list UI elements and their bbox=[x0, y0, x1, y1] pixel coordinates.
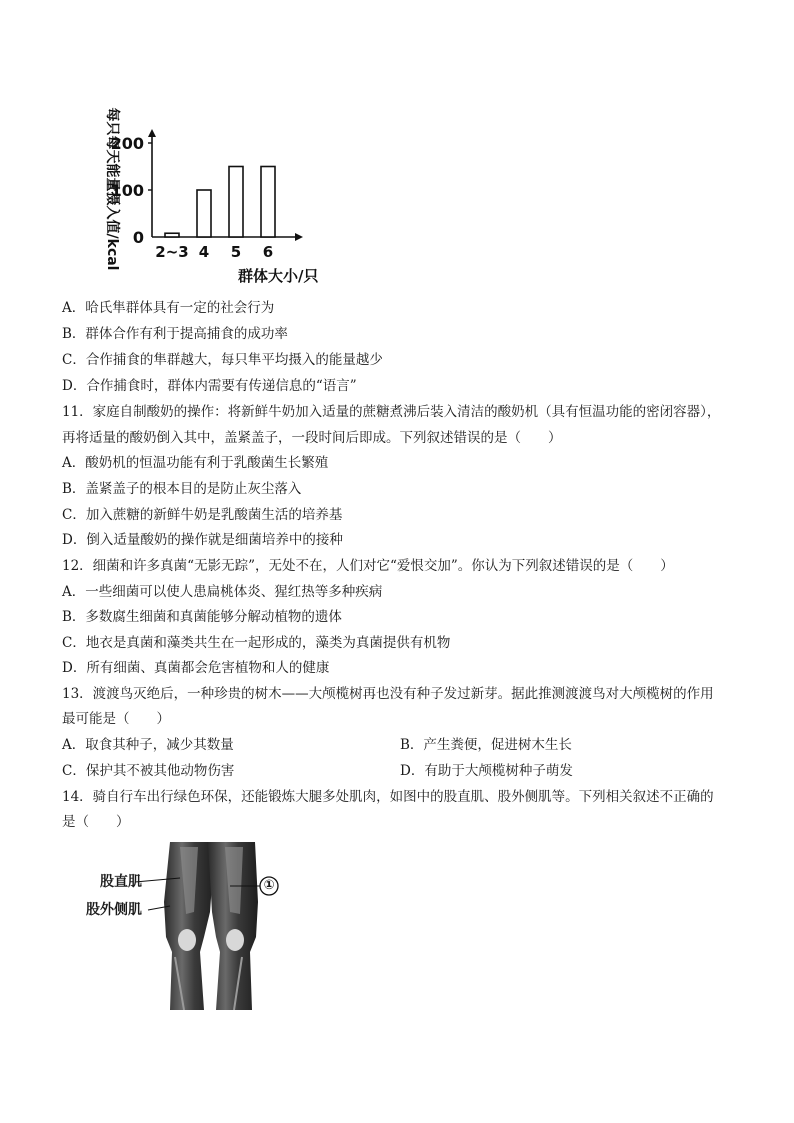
q10-option-c: C．合作捕食的隼群越大，每只隼平均摄入的能量越少 bbox=[62, 352, 383, 368]
label-vastus-lateralis: 股外侧肌 bbox=[86, 902, 142, 918]
x-tick-label-0: 2~3 bbox=[155, 243, 189, 261]
bar-0 bbox=[165, 233, 179, 237]
bar-1 bbox=[197, 190, 211, 237]
x-axis-title: 群体大小/只 bbox=[238, 267, 319, 285]
y-tick-label-100: 100 bbox=[110, 181, 144, 200]
q12-option-a: A．一些细菌可以使人患扁桃体炎、猩红热等多种疾病 bbox=[62, 584, 383, 600]
thigh-muscle-figure bbox=[80, 842, 315, 1010]
q11-stem-line2: 再将适量的酸奶倒入其中，盖紧盖子，一段时间后即成。下列叙述错误的是（ ） bbox=[62, 430, 562, 446]
right-kneecap bbox=[226, 929, 244, 951]
label-rectus-femoris: 股直肌 bbox=[100, 874, 142, 890]
x-tick-label-1: 4 bbox=[198, 243, 210, 261]
q12-stem: 12．细菌和许多真菌“无影无踪”，无处不在，人们对它“爱恨交加”。你认为下列叙述错误的是（ ） bbox=[62, 558, 674, 574]
q13-stem-line2: 最可能是（ ） bbox=[62, 711, 170, 727]
q10-option-b: B．群体合作有利于提高捕食的成功率 bbox=[62, 326, 288, 342]
x-axis-arrow bbox=[295, 233, 303, 241]
left-kneecap bbox=[178, 929, 196, 951]
q11-option-c: C．加入蔗糖的新鲜牛奶是乳酸菌生活的培养基 bbox=[62, 507, 343, 523]
y-tick-label-0: 0 bbox=[132, 228, 144, 247]
q12-option-d: D．所有细菌、真菌都会危害植物和人的健康 bbox=[62, 660, 330, 676]
bar-chart-svg bbox=[88, 95, 328, 290]
q10-option-d: D．合作捕食时，群体内需要有传递信息的“语言” bbox=[62, 378, 357, 394]
x-tick-label-2: 5 bbox=[230, 243, 242, 261]
energy-intake-bar-chart bbox=[88, 95, 328, 290]
y-tick-label-200: 200 bbox=[110, 134, 144, 153]
q10-option-a: A．哈氏隼群体具有一定的社会行为 bbox=[62, 300, 275, 316]
bar-2 bbox=[229, 167, 243, 238]
x-tick-label-3: 6 bbox=[262, 243, 274, 261]
legs-illustration bbox=[80, 842, 315, 1010]
bar-3 bbox=[261, 167, 275, 238]
y-axis-title: 每只每天能量摄入值/kcal bbox=[104, 107, 120, 271]
q13-option-b: B．产生粪便，促进树木生长 bbox=[400, 737, 572, 753]
q14-stem-line2: 是（ ） bbox=[62, 814, 130, 830]
q11-option-d: D．倒入适量酸奶的操作就是细菌培养中的接种 bbox=[62, 532, 343, 548]
q11-stem-line1: 11．家庭自制酸奶的操作：将新鲜牛奶加入适量的蔗糖煮沸后装入清洁的酸奶机（具有恒温功能的密闭容器）， bbox=[62, 404, 721, 420]
y-axis-arrow bbox=[148, 129, 156, 137]
q13-stem-line1: 13．渡渡鸟灭绝后，一种珍贵的树木——大颅榄树再也没有种子发过新芽。据此推测渡渡鸟对大颅榄树的作用 bbox=[62, 686, 714, 702]
q12-option-c: C．地衣是真菌和藻类共生在一起形成的，藻类为真菌提供有机物 bbox=[62, 635, 451, 651]
marker-number: ① bbox=[263, 878, 275, 893]
q13-option-d: D．有助于大颅榄树种子萌发 bbox=[400, 763, 573, 779]
q14-stem-line1: 14．骑自行车出行绿色环保，还能锻炼大腿多处肌肉，如图中的股直肌、股外侧肌等。下列相关叙述不正确的 bbox=[62, 789, 714, 805]
q13-option-c: C．保护其不被其他动物伤害 bbox=[62, 763, 235, 779]
q11-option-a: A．酸奶机的恒温功能有利于乳酸菌生长繁殖 bbox=[62, 455, 329, 471]
q12-option-b: B．多数腐生细菌和真菌能够分解动植物的遗体 bbox=[62, 609, 342, 625]
q13-option-a: A．取食其种子，减少其数量 bbox=[62, 737, 234, 753]
q11-option-b: B．盖紧盖子的根本目的是防止灰尘落入 bbox=[62, 481, 302, 497]
